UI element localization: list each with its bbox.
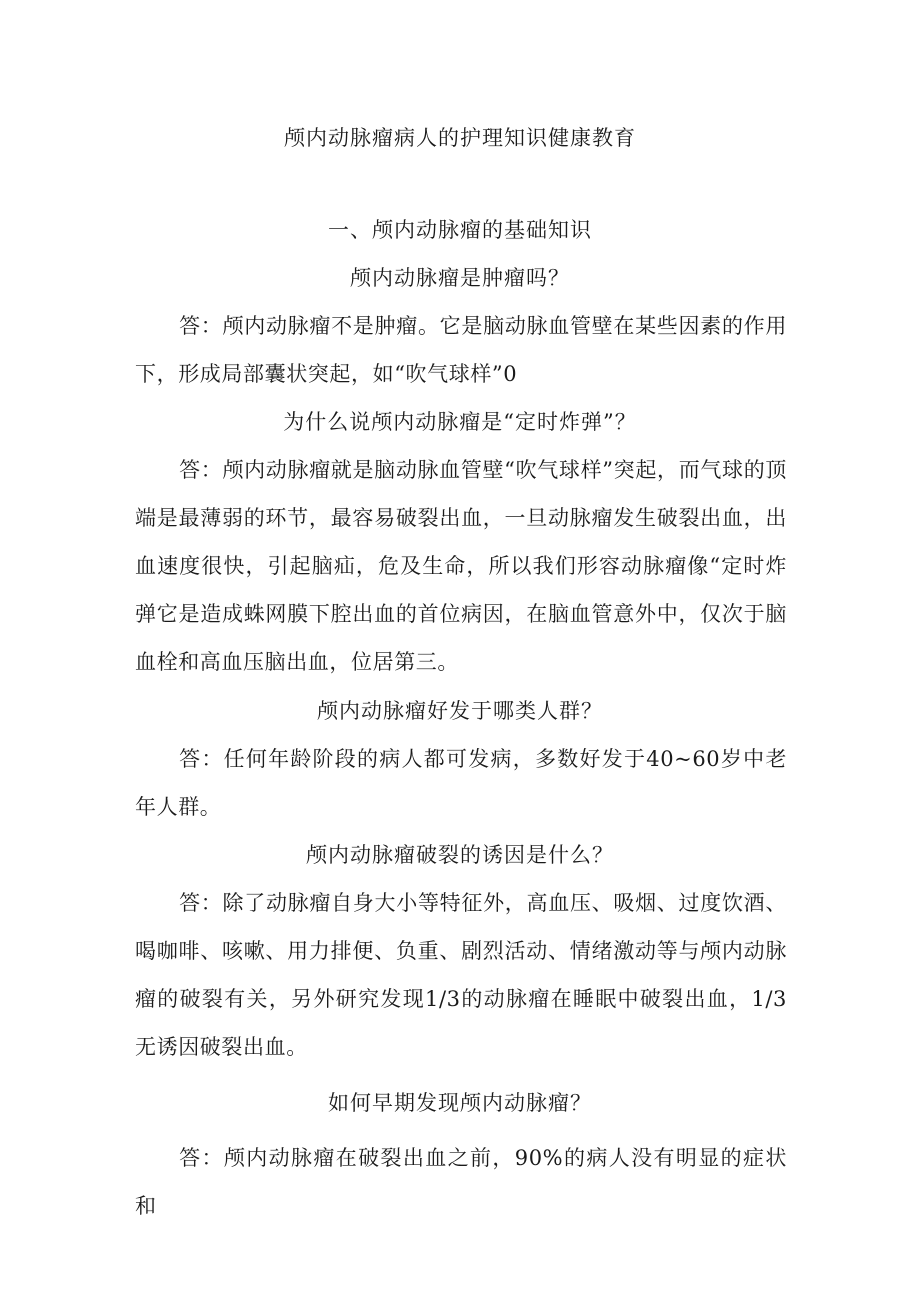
document-title: 颅内动脉瘤病人的护理知识健康教育 <box>284 126 636 150</box>
answer-2: 答：颅内动脉瘤就是脑动脉血管壁“吹气球样”突起，而气球的顶端是最薄弱的环节，最容易破裂出血，一旦动脉瘤发生破裂出血，出血速度很快，引起脑疝，危及生命，所以我们形容动脉瘤像“定时炸弹它是造成蛛网膜下腔出血的首位病因，在脑血管意外中，仅次于脑血栓和高血压脑出血，位居第三。 <box>135 458 787 674</box>
answer-1: 答：颅内动脉瘤不是肿瘤。它是脑动脉血管壁在某些因素的作用下，形成局部囊状突起，如“吹气球样”0 <box>135 314 787 386</box>
question-3: 颅内动脉瘤好发于哪类人群？ <box>317 699 603 723</box>
answer-3: 答：任何年龄阶段的病人都可发病，多数好发于40~60岁中老年人群。 <box>135 747 787 819</box>
answer-5: 答：颅内动脉瘤在破裂出血之前，90%的病人没有明显的症状和 <box>135 1146 787 1218</box>
section-heading-basics: 一、颅内动脉瘤的基础知识 <box>328 218 592 242</box>
question-4: 颅内动脉瘤破裂的诱因是什么？ <box>306 843 614 867</box>
question-5: 如何早期发现颅内动脉瘤？ <box>328 1091 592 1115</box>
answer-4: 答：除了动脉瘤自身大小等特征外，高血压、吸烟、过度饮酒、喝咖啡、咳嗽、用力排便、负重、剧烈活动、情绪激动等与颅内动脉瘤的破裂有关，另外研究发现1/3的动脉瘤在睡眠中破裂出血，1/3无诱因破裂出血。 <box>135 891 787 1059</box>
question-2: 为什么说颅内动脉瘤是“定时炸弹”？ <box>283 410 637 434</box>
question-1: 颅内动脉瘤是肿瘤吗？ <box>350 266 570 290</box>
